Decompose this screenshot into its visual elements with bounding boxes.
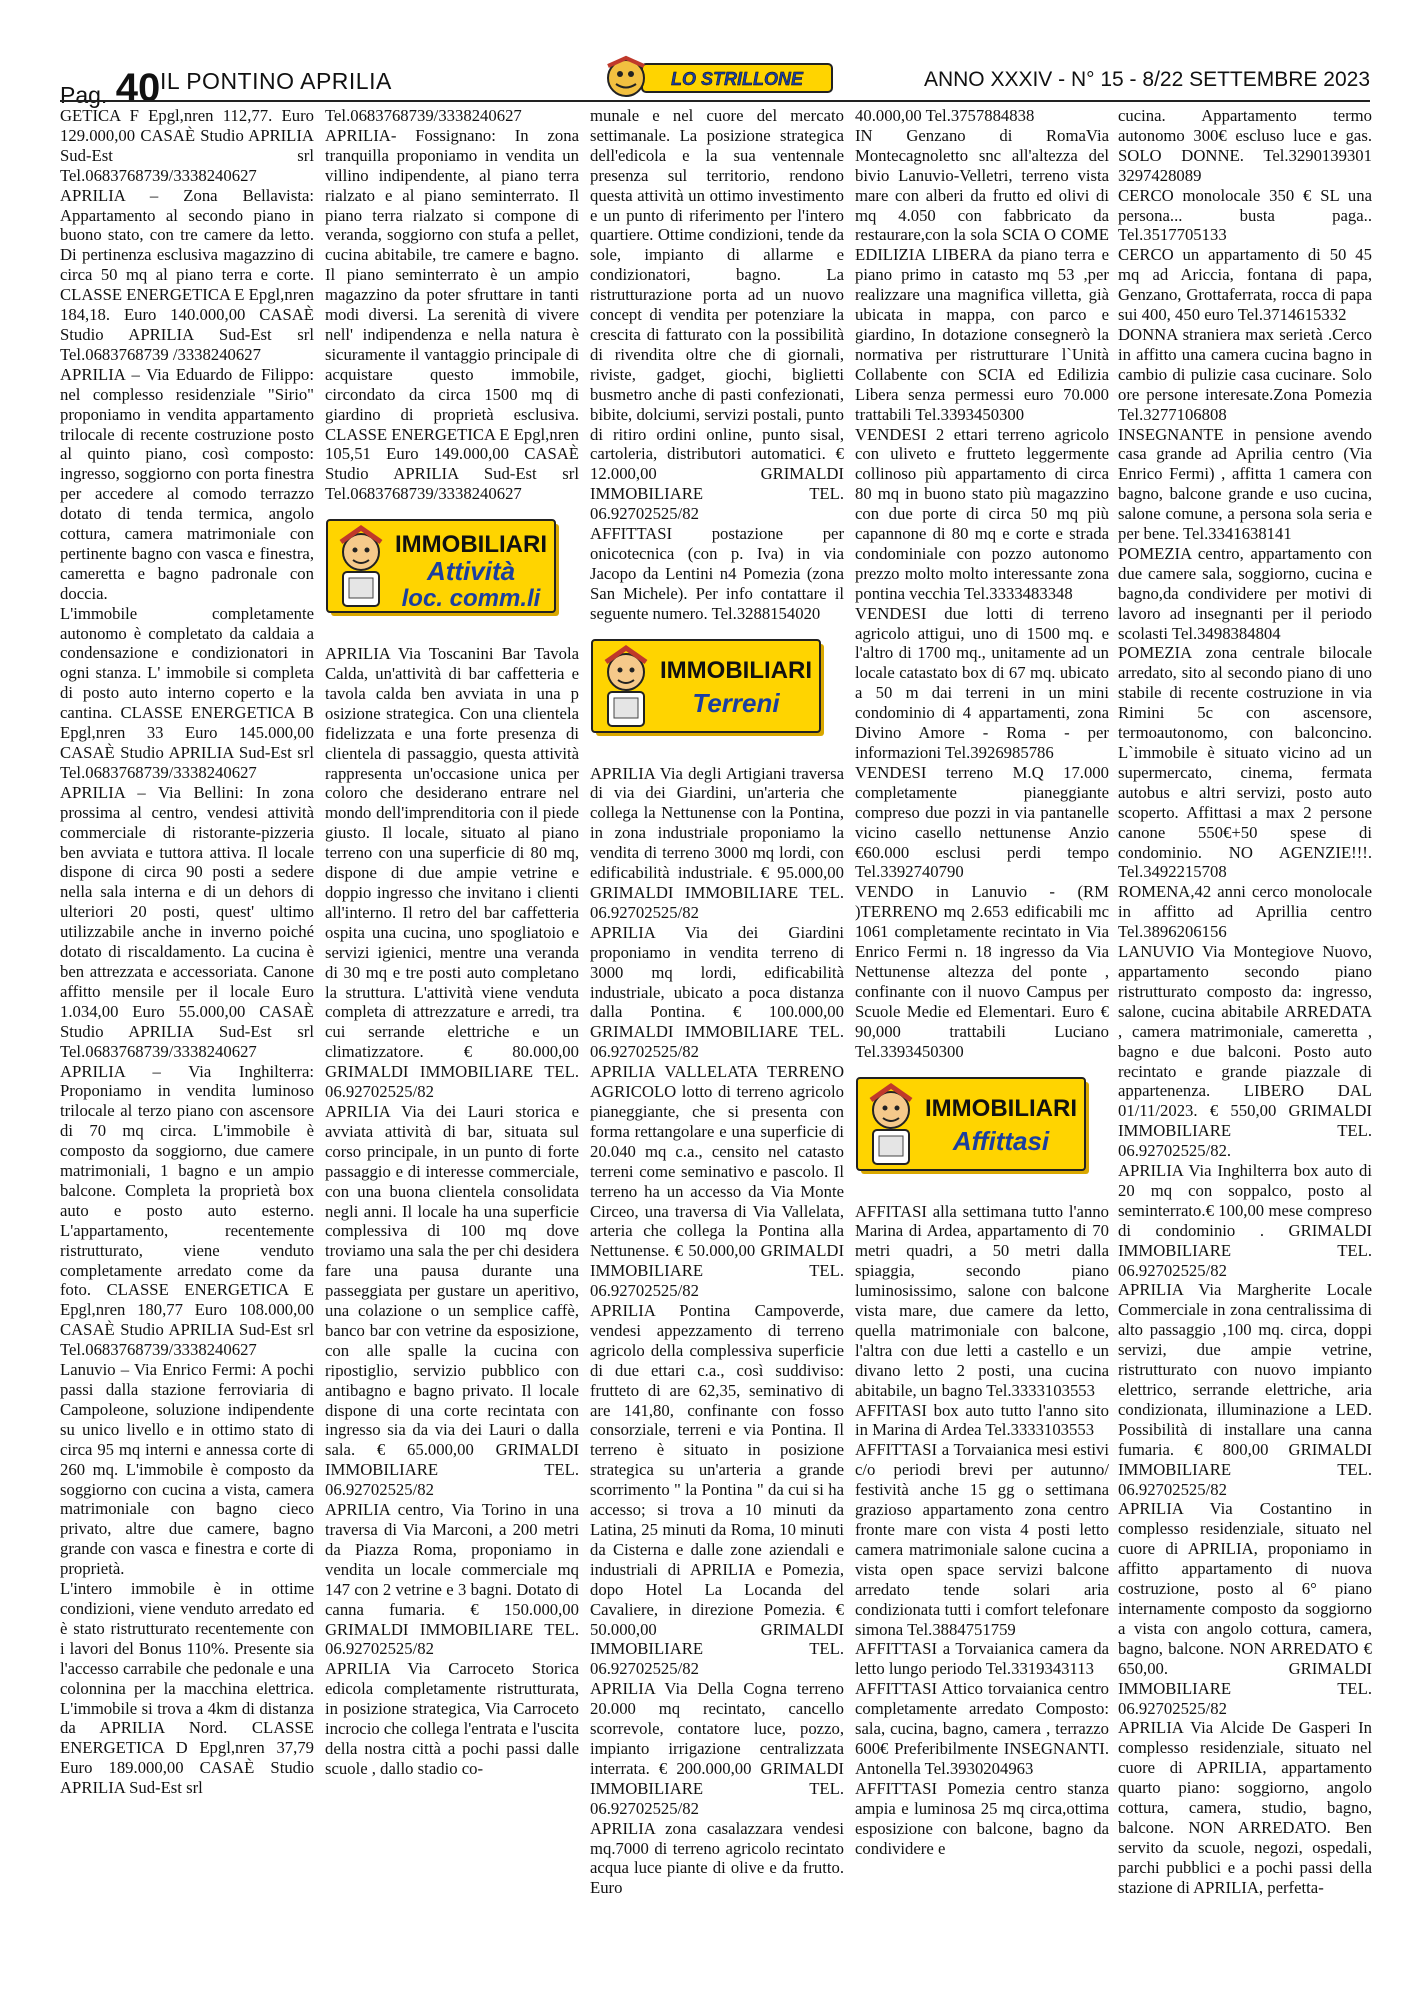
classified-ad: CERCO un appartamento di 50 45 mq ad Ariccia, fontana di papa, Genzano, Grottaferrata, rocca di papa sui 400, 450 euro Tel.3714615332 xyxy=(1118,245,1372,325)
classified-ad: Lanuvio – Via Enrico Fermi: A pochi passi dalla stazione ferroviaria di Campoleone, soluzione indipendente su unico livello e in ottimo stato di circa 95 mq interni e annessa corte di 260 mq. L'immobile è composto da soggiorno con cucina a vista, camera matrimoniale con bagno cieco privato, altre due camere, bagno grande con vasca e finestra e corte di proprietà. xyxy=(60,1360,314,1579)
mascot-eye-icon xyxy=(883,1105,888,1110)
newspaper-icon xyxy=(614,698,638,718)
banner-graphic xyxy=(855,1076,1095,1180)
logo-text: LO STRILLONE xyxy=(671,69,803,89)
column-1 xyxy=(60,106,314,1798)
column-4 xyxy=(855,106,1109,1858)
classified-ad: APRILIA Pontina Campoverde, vendesi appezzamento di terreno agricolo della complessiva superficie di due ettari c.a., così suddiviso: frutteto di are 62,35, seminativo di are 141,80, confinante con fosso consorziale, terreni e via Pontina. Il terreno è situato in posizione strategica su un'arteria a grande scorrimento " la Pontina " da cui si ha accesso; si trova a 10 minuti da Latina, 25 minuti da Roma, 10 minuti da Cisterna e dalle zone aziendali e industriali di APRILIA e Pomezia, dopo Hotel La Locanda del Cavaliere, in direzione Pomezia. € 50.000,00 GRIMALDI IMMOBILIARE TEL. 06.92702525/82 xyxy=(590,1301,844,1679)
classified-ad: APRILIA VALLELATA TERRENO AGRICOLO lotto di terreno agricolo pianeggiante, che si presenta con forma rettangolare e una superficie di 20.040 mq c.a., censito nel catasto terreni come seminativo e pascolo. Il terreno ha un accesso da Via Monte Circeo, una traversa di Via Vallelata, arteria che collega la Pontina alla Nettunense. € 50.000,00 GRIMALDI IMMOBILIARE TEL. 06.92702525/82 xyxy=(590,1062,844,1301)
banner-graphic xyxy=(590,638,830,742)
classified-ad: GETICA F Epgl,nren 112,77. Euro 129.000,00 CASAÈ Studio APRILIA Sud-Est srl Tel.0683768739/3338240627 xyxy=(60,106,314,185)
classified-ad: APRILIA Via dei Giardini proponiamo in vendita terreno di 3000 mq lordi, edificabilità industriale, ubicato a poca distanza dalla Pontina. € 100.000,00 GRIMALDI IMMOBILIARE TEL. 06.92702525/82 xyxy=(590,922,844,1062)
banner-subtitle: Affittasi xyxy=(952,1125,1050,1156)
classified-ad: CERCO monolocale 350 € SL una persona... busta paga.. Tel.3517705133 xyxy=(1118,185,1372,245)
classified-ad: INSEGNANTE in pensione avendo casa grande ad Aprilia centro (Via Enrico Fermi) , affitta 1 camera con bagno, balcone grande e uso cucina, salone comune, a persona sola seria e per bene. Tel.3341638141 xyxy=(1118,424,1372,544)
classified-ad: AFFITTASI Pomezia centro stanza ampia e luminosa 25 mq circa,ottima esposizione con balcone, bagno da condividere e xyxy=(855,1778,1109,1858)
newspaper-icon xyxy=(349,578,373,598)
classified-ad: L'immobile completamente autonomo è completato da caldaia a condensazione e condizionatori in ogni stanza. L' immobile si completa di posto auto interno coperto e la cantina. CLASSE ENERGETICA B Epgl,nren 33 Euro 145.000,00 CASAÈ Studio APRILIA Sud-Est srl Tel.0683768739/3338240627 xyxy=(60,603,314,782)
section-banner xyxy=(325,518,579,622)
mascot-eye-icon xyxy=(365,548,370,553)
classified-ad: cucina. Appartamento termo autonomo 300€ escluso luce e gas. SOLO DONNE. Tel.3290139301 3297428089 xyxy=(1118,106,1372,185)
mascot-eye-icon xyxy=(895,1105,900,1110)
classified-ad: APRILIA Via Inghilterra box auto di 20 mq con soppalco, posto al seminterrato.€ 100,00 mese compreso di condominio . GRIMALDI IMMOBILIARE TEL. 06.92702525/82 xyxy=(1118,1161,1372,1280)
column-5 xyxy=(1118,106,1372,1898)
page-header xyxy=(60,62,1370,110)
classified-ad: APRILIA Via Toscanini Bar Tavola Calda, un'attività di bar caffetteria e tavola calda ben avviata in una p osizione strategica. Con una clientela fidelizzata e una forte presenza di clientela di passaggio, questa attività rappresenta un'occasione unica per coloro che desiderano entrare nel mondo dell'imprenditoria con il piede giusto. Il locale, situato al piano terreno con una superficie di 80 mq, dispone di due ampie vetrine e doppio ingresso che invitano i clienti all'interno. Il retro del bar caffetteria ospita una cucina, uno spogliatoio e servizi igienici, mentre una veranda di 30 mq e tre posti auto completano la struttura. L'attività viene venduta completa di attrezzature e arredi, tra cui serrande elettriche e un climatizzatore. € 80.000,00 GRIMALDI IMMOBILIARE TEL. 06.92702525/82 xyxy=(325,644,579,1102)
classified-ad: POMEZIA zona centrale bilocale arredato, sito al secondo piano di uno stabile di recente costruzione in via Rimini 5c con ascensore, termoautonomo, con balconcino. L`immobile è situato vicino ad un supermercato, cinema, fermata autobus e altri servizi, posto auto scoperto. Affittasi a max 2 persone canone 550€+50 spese di condominio. NO AGENZIE!!!. Tel.3492215708 xyxy=(1118,643,1372,882)
banner-subtitle: Terreni xyxy=(692,687,780,718)
classified-ad: VENDESI 2 ettari terreno agricolo con uliveto e frutteto leggermente collinoso più appartamento di circa 80 mq in buono stato più magazzino con due porte di circa 50 mq più capannone di 80 mq e corte e strada condominiale con pozzo autonomo prezzo molto molto interessante zona pontina vecchia Tel.3333483348 xyxy=(855,424,1109,603)
banner-subtitle: Attività xyxy=(426,556,516,587)
banner-graphic xyxy=(325,518,565,622)
classified-ad: AFFITASI box auto tutto l'anno sito in Marina di Ardea Tel.3333103553 xyxy=(855,1400,1109,1440)
classified-ad: VENDESI terreno M.Q 17.000 completamente pianeggiante compreso due pozzi in via pantanelle vicino casello nettunense Anzio €60.000 esclusi perdi tempo Tel.3392740790 xyxy=(855,762,1109,882)
classified-ad: VENDESI due lotti di terreno agricolo attigui, uno di 1500 mq. e l'altro di 1700 mq., unitamente ad un locale catastato box di 67 mq. ubicato a 50 m dai terreni in un mini condominio di 4 appartamenti, zona Divino Amore - Roma - per informazioni Tel.3926985786 xyxy=(855,603,1109,762)
classified-ad: AFFITTASI a Torvaianica mesi estivi c/o periodi brevi per autunno/ festività anche 15 gg o settimana grazioso appartamento zona centro fronte mare con vista 4 posti letto camera matrimoniale salone cucina a vista open space servizi balcone arredato tende solari aria condizionata tutti i comfort telefonare simona Tel.3884751759 xyxy=(855,1440,1109,1639)
banner-title: IMMOBILIARI xyxy=(925,1094,1077,1122)
classified-ad: APRILIA- Fossignano: In zona tranquilla proponiamo in vendita un villino indipendente, al piano terra rialzato e al piano seminterrato. Il piano terra rialzato si compone di veranda, soggiorno con stufa a pellet, cucina abitabile, tre camere e bagno. Il piano seminterrato è un ampio magazzino da poter sfruttare in tanti modi diversi. La serenità di vivere nell' indipendenza e nella natura è sicuramente il vantaggio principale di acquistare questo immobile, circondato da circa 1500 mq di giardino di proprietà esclusiva. CLASSE ENERGETICA E Epgl,nren 105,51 Euro 149.000,00 CASAÈ Studio APRILIA Sud-Est srl Tel.0683768739/3338240627 xyxy=(325,125,580,504)
classified-ad: L'intero immobile è in ottime condizioni, viene venduto arredato ed è stato ristrutturato recentemente con i lavori del Bonus 110%. Presente sia l'accesso carrabile che pedonale e una colonnina per la macchina elettrica. L'immobile si trova a 4km di distanza da APRILIA Nord. CLASSE ENERGETICA D Epgl,nren 37,79 Euro 189.000,00 CASAÈ Studio APRILIA Sud-Est srl xyxy=(60,1579,314,1798)
publication-name: IL PONTINO APRILIA xyxy=(160,68,392,94)
mascot-eye-icon xyxy=(630,667,635,672)
issue-info: ANNO XXXIV - N° 15 - 8/22 SETTEMBRE 2023 xyxy=(923,68,1370,91)
classified-ad: DONNA straniera max serietà .Cerco in affitto una camera cucina bagno in cambio di pulizie casa cucinare. Solo ore persone interesate.Zona Pomezia Tel.3277106808 xyxy=(1118,324,1372,424)
mascot-eye-icon xyxy=(353,548,358,553)
column-2 xyxy=(325,106,579,1779)
classified-ad: ROMENA,42 anni cerco monolocale in affitto ad Aprillia centro Tel.3896206156 xyxy=(1118,882,1372,942)
header-rule xyxy=(60,100,1370,102)
classified-ad: APRILIA Via degli Artigiani traversa di via dei Giardini, un'arteria che collega la Nettunense con la Pontina, in zona industriale proponiamo la vendita di terreno 3000 mq lordi, con edificabilità industriale. € 95.000,00 GRIMALDI IMMOBILIARE TEL. 06.92702525/82 xyxy=(590,763,844,922)
newspaper-icon xyxy=(879,1136,903,1156)
classified-ad: APRILIA Via Alcide De Gasperi In complesso residenziale, situato nel cuore di APRILIA, appartamento quarto piano: soggiorno, angolo cottura, camera, studio, bagno, balcone. NON ARREDATO. Ben servito da scuole, negozi, ospedali, parchi pubblici e a pochi passi della stazione di APRILIA, perfetta- xyxy=(1118,1718,1372,1897)
column-3 xyxy=(590,106,844,1898)
banner-subtitle-2: loc. comm.li xyxy=(401,585,541,613)
classified-ad: AFFITASI alla settimana tutto l'anno Marina di Ardea, appartamento di 70 metri quadri, a 50 metri dalla spiaggia, secondo piano luminosissimo, salone con balcone vista mare, due camere da letto, quella matrimoniale con balcone, l'altra con due letti a castello e un divano letto 2 posti, una cucina abitabile, un bagno Tel.3333103553 xyxy=(855,1201,1109,1400)
lo-strillone-logo xyxy=(600,54,840,100)
section-banner xyxy=(590,638,844,742)
classified-ad: APRILIA Via dei Lauri storica e avviata attività di bar, situata sul corso principale, in un punto di forte passaggio e di interesse commerciale, con una buona clientela consolidata negli anni. Il locale ha una superficie complessiva di 100 mq dove troviamo una sala the per chi desidera fare una pausa durante una passeggiata per gustare un aperitivo, una colazione o un semplice caffè, banco bar con vetrine da esposizione, con alle spalle la cucina con ripostiglio, servizio pubblico con antibagno e bagno privato. Il locale dispone di una corte recintata con ingresso sia da via dei Lauri o dalla sala. € 65.000,00 GRIMALDI IMMOBILIARE TEL. 06.92702525/82 xyxy=(325,1101,579,1500)
classified-ad: LANUVIO Via Montegiove Nuovo, appartamento secondo piano ristrutturato composto da: ingresso, salone, cucina abitabile ARREDATA , camera matrimoniale, cameretta , bagno e due balconi. Posto auto recintato e grande piazzale di appartenenza. LIBERO DAL 01/11/2023. € 550,00 GRIMALDI IMMOBILIARE TEL. 06.92702525/82. xyxy=(1118,942,1372,1161)
classified-ad: AFFITTASI postazione per onicotecnica (con p. Iva) in via Jacopo da Lentini n4 Pomezia (zona San Michele). Per info contattare il seguente numero. Tel.3288154020 xyxy=(590,524,844,623)
classified-ad: APRILIA Via Costantino in complesso residenziale, situato nel cuore di APRILIA, proponiamo in affitto appartamento di nuova costruzione, posto al 6° piano internamente composto da soggiorno a vista con angolo cottura, camera, bagno, balcone. NON ARREDATO € 650,00. GRIMALDI IMMOBILIARE TEL. 06.92702525/82 xyxy=(1118,1499,1372,1718)
classified-ad: APRILIA – Via Eduardo de Filippo: nel complesso residenziale "Sirio" proponiamo in vendita appartamento trilocale di recente costruzione posto al quinto piano, così composto: ingresso, soggiorno con porta finestra per accedere al comodo terrazzo dotato di tenda termica, angolo cottura, camera matrimoniale con pertinente bagno con vasca e finestra, cameretta e bagno padronale con doccia. xyxy=(60,364,314,603)
classified-ad: 40.000,00 Tel.3757884838 xyxy=(855,106,1035,125)
classified-ad: APRILIA – Zona Bellavista: Appartamento al secondo piano in buono stato, con tre camere da letto. Di pertinenza esclusiva magazzino di circa 50 mq al piano terra e corte. CLASSE ENERGETICA E Epgl,nren 184,18. Euro 140.000,00 CASAÈ Studio APRILIA Sud-Est srl Tel.0683768739 /3338240627 xyxy=(60,185,315,364)
classified-ad: APRILIA – Via Inghilterra: Proponiamo in vendita luminoso trilocale al terzo piano con ascensore di 70 mq circa. L'immobile è composto da soggiorno, due camere matrimoniali, 1 bagno e un ampio balcone. Completa la proprietà box auto e posto auto esterno. L'appartamento, recentemente ristrutturato, viene venduto completamente arredato come da foto. CLASSE ENERGETICA E Epgl,nren 180,77 Euro 108.000,00 CASAÈ Studio APRILIA Sud-Est srl Tel.0683768739/3338240627 xyxy=(60,1061,314,1360)
banner-title: IMMOBILIARI xyxy=(395,531,547,559)
classified-ad: Tel.0683768739/3338240627 xyxy=(325,106,522,125)
classified-ad: munale e nel cuore del mercato settimanale. La posizione strategica dell'edicola e la sua ventennale presenza sul territorio, rendono questa attività un ottimo investimento e un punto di riferimento per l'intero quartiere. Ottime condizioni, tende da sole, impianto di allarme e condizionatori, bagno. La ristrutturazione porta ad un nuovo concept di vendita per potenziare la crescita di fatturato con la possibilità di rivendita oltre che di giornali, riviste, gadget, giochi, biglietti busmetro anche di pasti confezionati, bibite, dolciumi, servizi postali, punto di ritiro ordini online, punto sisal, cartoleria, distributori automatici. € 12.000,00 GRIMALDI IMMOBILIARE TEL. 06.92702525/82 xyxy=(590,106,844,524)
classified-ad: AFFITTASI Attico torvaianica centro completamente arredato Composto: sala, cucina, bagno, camera , terrazzo 600€ Preferibilmente INSEGNANTI. Antonella Tel.3930204963 xyxy=(855,1679,1109,1778)
section-banner xyxy=(855,1076,1109,1180)
banner-title: IMMOBILIARI xyxy=(660,656,812,684)
classified-ad: AFFITTASI a Torvaianica camera da letto lungo periodo Tel.3319343113 xyxy=(855,1639,1109,1679)
pag-label: Pag. xyxy=(60,82,108,108)
classified-ad: VENDO in Lanuvio - (RM )TERRENO mq 2.653 edificabili mc 1061 completamente recintato in Via Enrico Fermi n. 18 ingresso da Via Nettunense altezza del ponte , confinante con il nuovo Campus per Scuole Medie ed Elementari. Euro € 90,000 trattabili Luciano Tel.3393450300 xyxy=(855,882,1109,1061)
classified-ad: APRILIA Via Margherite Locale Commerciale in zona centralissima di alto passaggio ,100 mq. circa, doppi servizi, due ampie vetrine, ristrutturato con nuovo impianto elettrico, serrande elettriche, aria condizionata, illuminazione a LED. Possibilità di installare una canna fumaria. € 800,00 GRIMALDI IMMOBILIARE TEL. 06.92702525/82 xyxy=(1118,1280,1372,1499)
page-number: 40 xyxy=(115,66,161,110)
classified-ad: APRILIA Via Della Cogna terreno 20.000 mq recintato, cancello scorrevole, contatore luce, pozzo, impianto irrigazione centralizzata interrata. € 200.000,00 GRIMALDI IMMOBILIARE TEL. 06.92702525/82 xyxy=(590,1679,844,1818)
mascot-eye-icon xyxy=(618,667,623,672)
classified-ad: APRILIA – Via Bellini: In zona prossima al centro, vendesi attività commerciale di ristorante-pizzeria ben avviata e tuttora attiva. Il locale dispone di circa 90 posti a sedere nella sala interna e di un dehors di ulteriori 20 posti, quest' ultimo utilizzabile anche in inverno poiché dotato di riscaldamento. La cucina è ben attrezzata e accessoriata. Canone affitto mensile per il locale Euro 1.034,00 Euro 55.000,00 CASAÈ Studio APRILIA Sud-Est srl Tel.0683768739/3338240627 xyxy=(60,782,314,1061)
classified-ad: APRILIA centro, Via Torino in una traversa di Via Marconi, a 200 metri da Piazza Roma, proponiamo in vendita un locale commerciale mq 147 con 2 vetrine e 3 bagni. Dotato di canna fumaria. € 150.000,00 GRIMALDI IMMOBILIARE TEL. 06.92702525/82 xyxy=(325,1500,579,1659)
classified-ad: APRILIA Via Carroceto Storica edicola completamente ristrutturata, in posizione strategica, Via Carroceto incrocio che collega l'entrata e l'uscita della nostra città a pochi passi dalle scuole , dallo stadio co- xyxy=(325,1659,579,1778)
classified-ad: APRILIA zona casalazzara vendesi mq.7000 di terreno agricolo recintato acqua luce piante di olive e da frutto. Euro xyxy=(590,1818,844,1898)
classified-ad: POMEZIA centro, appartamento con due camere sala, soggiorno, cucina e bagno,da condividere per motivi di lavoro ad insegnanti per il periodo scolasti Tel.3498384804 xyxy=(1118,543,1372,643)
classified-ad: IN Genzano di RomaVia Montecagnoletto snc all'altezza del bivio Lanuvio-Velletri, terreno vista mare con alberi da frutto ed olivi di mq 4.050 con fabbricato da restaurare,con la sola SCIA O COME EDILIZIA LIBERA da piano terra e piano primo in catasto mq 53 ,per realizzare una magnifica villetta, già ubicata in mappa, con parco e giardino, In dotazione consegnerò la normativa per ristrutturare l`Unità Collabente con SCIA ed Edilizia Libera senza permessi euro 70.000 trattabili Tel.3393450300 xyxy=(855,125,1109,424)
